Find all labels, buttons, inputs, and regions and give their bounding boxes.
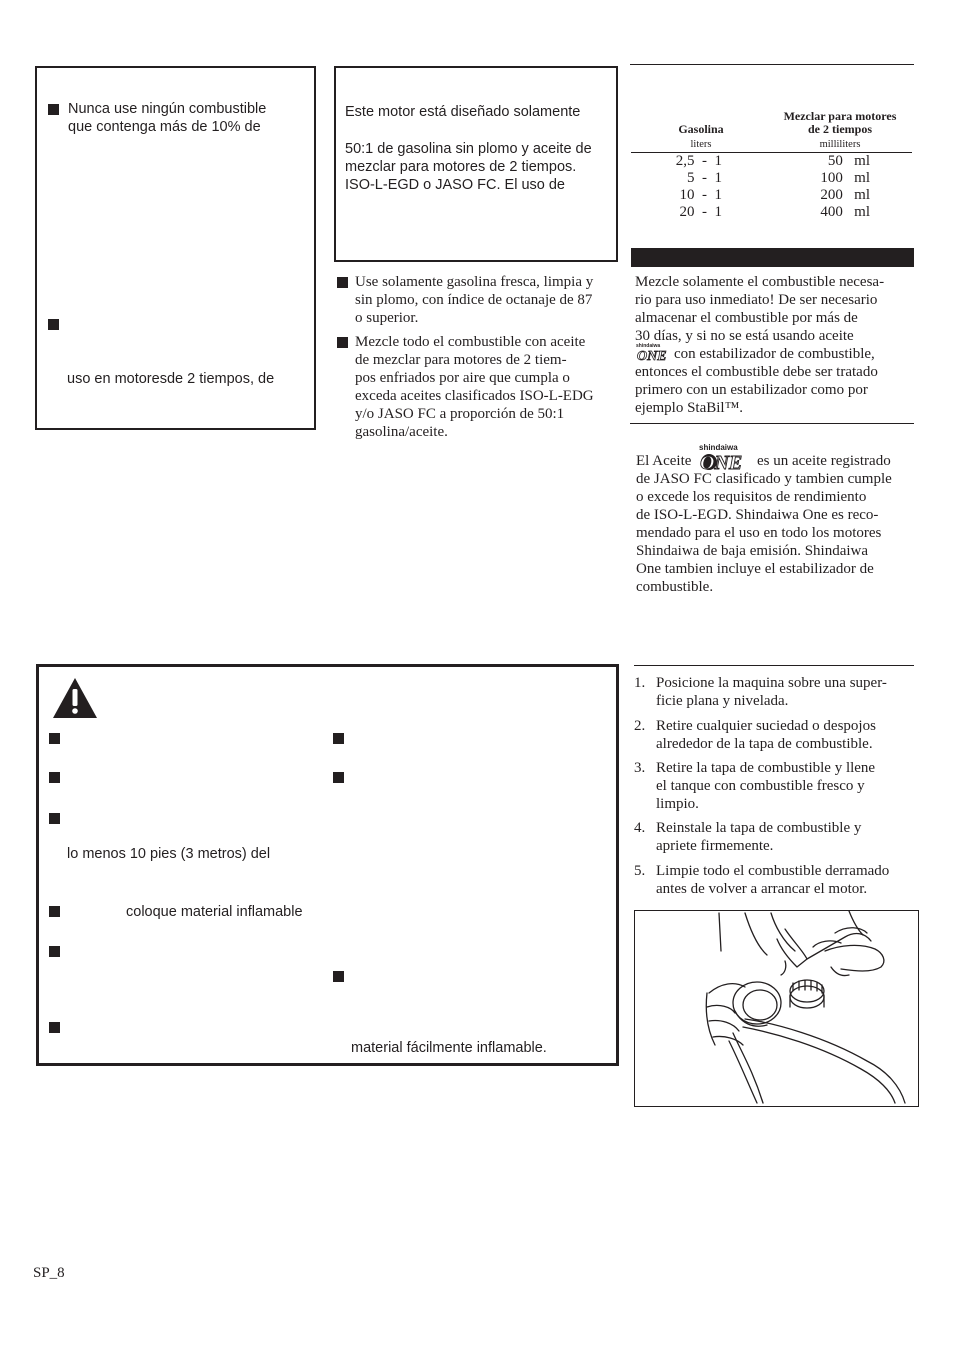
fuel-bullet-mix — [337, 333, 617, 443]
fresh-line-2: sin plomo, con índice de octanaje de 87 — [355, 292, 593, 308]
step-5 — [634, 862, 919, 898]
bullet-square-icon — [49, 946, 60, 957]
bullet-square-icon — [337, 277, 348, 288]
oil-line-6: Shindaiwa de baja emisión. Shindaiwa — [636, 543, 869, 559]
table-header-mix-1: Mezclar para motores — [783, 109, 897, 123]
step-3-number: 3. — [634, 760, 646, 776]
bullet-square-icon — [49, 1022, 60, 1033]
step-3-line-1: Retire la tapa de combustible y llene — [656, 760, 876, 776]
step-1 — [634, 674, 919, 710]
fuel-warning-text-2: uso en motoresde 2 tiempos, de — [67, 371, 275, 387]
step-5-text — [656, 862, 889, 898]
refuel-illustration — [634, 910, 919, 1107]
oil-line-4: de ISO-L-EGD. Shindaiwa One es reco- — [636, 507, 879, 523]
step-4-number: 4. — [634, 820, 646, 836]
table-row-2-mix: 100 ml — [820, 170, 870, 186]
svg-text:shindaiwa: shindaiwa — [699, 443, 738, 452]
step-3-line-3: limpio. — [656, 796, 699, 812]
step-3-line-2: el tanque con combustible fresco y — [656, 778, 865, 794]
fuel-warning-text-1a: Nunca use ningún combustible — [68, 101, 267, 117]
bullet-square-icon — [49, 733, 60, 744]
refueling-warning-box — [36, 664, 619, 1066]
bullet-square-icon — [48, 319, 59, 330]
bullet-square-icon — [49, 813, 60, 824]
step-2 — [634, 717, 919, 753]
step-5-line-2: antes de volver a arrancar el motor. — [656, 881, 868, 897]
oil-paragraph — [636, 443, 918, 596]
oil-line-3: o excede los requisitos de rendimiento — [636, 489, 867, 505]
bullet-square-icon — [49, 906, 60, 917]
oil-line-7: One tambien incluye el estabilizador de — [636, 561, 874, 577]
notice-line-1: Este motor está diseñado solamente — [345, 104, 581, 120]
bullet-square-icon — [48, 104, 59, 115]
warning-text-distance: lo menos 10 pies (3 metros) del — [67, 846, 271, 862]
step-1-number: 1. — [634, 675, 646, 691]
stabilizer-line-4: 30 días, y si no se está usando aceite — [635, 328, 854, 344]
step-4 — [634, 819, 919, 855]
table-row-3-mix: 200 ml — [820, 187, 870, 203]
step-4-text — [656, 819, 861, 855]
mix-line-6: gasolina/aceite. — [355, 424, 448, 440]
bullet-square-icon — [333, 772, 344, 783]
shindaiwa-one-logo — [635, 342, 673, 362]
fresh-line-1: Use solamente gasolina fresca, limpia y — [355, 274, 594, 290]
notice-line-4: ISO-L-EGD o JASO FC. El uso de — [345, 177, 565, 193]
step-4-line-1: Reinstale la tapa de combustible y — [656, 820, 862, 836]
table-row-1-mix: 50 ml — [827, 153, 870, 169]
step-5-line-1: Limpie todo el combustible derramado — [656, 863, 890, 879]
step-2-line-1: Retire cualquier suciedad o despojos — [656, 718, 876, 734]
steps-top-rule — [634, 665, 914, 666]
table-top-rule — [630, 64, 914, 65]
warning-text-flammable: coloque material inflamable — [126, 904, 303, 920]
oil-line-8: combustible. — [636, 579, 714, 595]
bullet-square-icon — [49, 772, 60, 783]
svg-text:ONE: ONE — [637, 349, 667, 362]
mix-line-5: y/o JASO FC a proporción de 50:1 — [355, 406, 565, 422]
table-header-gas: Gasolina — [678, 122, 724, 136]
svg-text:shindaiwa: shindaiwa — [636, 343, 661, 349]
stabilizer-line-2: rio para uso inmediato! De ser necesario — [635, 292, 878, 308]
warning-triangle-icon — [52, 677, 98, 719]
oil-line-2: de JASO FC clasificado y tambien cumple — [636, 471, 892, 487]
step-5-number: 5. — [634, 863, 646, 879]
stabilizer-bottom-rule — [630, 423, 914, 424]
stabilizer-heading-bar — [631, 248, 914, 267]
fuel-bullet-fresh — [337, 273, 617, 329]
bullet-square-icon — [337, 337, 348, 348]
table-row-1-gas: 2,5 - 1 — [675, 153, 722, 169]
bullet-square-icon — [333, 733, 344, 744]
table-row-4-mix: 400 ml — [820, 204, 870, 220]
mix-line-1: Mezcle todo el combustible con aceite — [355, 334, 586, 350]
step-2-text — [656, 717, 876, 753]
fuel-warning-bullet-1 — [48, 100, 308, 140]
svg-text:ONE: ONE — [700, 452, 743, 472]
warning-text-material: material fácilmente inflamable. — [351, 1040, 547, 1056]
step-1-text — [656, 674, 887, 710]
table-row-4-gas: 20 - 1 — [679, 204, 722, 220]
mix-line-4: exceda aceites clasificados ISO-L-EDG — [355, 388, 594, 404]
stabilizer-line-1: Mezcle solamente el combustible necesa- — [635, 274, 885, 290]
step-3 — [634, 759, 919, 813]
table-row-3-gas: 10 - 1 — [679, 187, 722, 203]
bullet-square-icon — [333, 971, 344, 982]
stabilizer-line-3: almacenar el combustible por más de — [635, 310, 858, 326]
notice-line-3: mezclar para motores de 2 tiempos. — [345, 159, 577, 175]
table-row-2-gas: 5 - 1 — [687, 170, 722, 186]
fuel-warning-text-1b: que contenga más de 10% de — [68, 119, 261, 135]
step-4-line-2: apriete firmemente. — [656, 838, 774, 854]
oil-prefix: El Aceite — [636, 453, 692, 469]
oil-line-5: mendado para el uso en todo los motores — [636, 525, 882, 541]
mix-line-3: pos enfriados por aire que cumpla o — [355, 370, 570, 386]
step-1-line-2: ficie plana y nivelada. — [656, 693, 789, 709]
fresh-line-3: o superior. — [355, 310, 419, 326]
step-3-text — [656, 759, 875, 813]
stabilizer-line-5: con estabilizador de combustible, — [674, 346, 875, 362]
stabilizer-line-7: primero con un estabilizador como por — [635, 382, 868, 398]
step-2-line-2: alrededor de la tapa de combustible. — [656, 736, 873, 752]
shindaiwa-one-logo — [697, 442, 755, 472]
notice-line-2: 50:1 de gasolina sin plomo y aceite de — [345, 141, 592, 157]
stabilizer-line-8: ejemplo StaBil™. — [635, 400, 744, 416]
oil-suffix: es un aceite registrado — [757, 453, 891, 469]
stabilizer-paragraph — [635, 273, 917, 417]
table-header-mix-2: de 2 tiempos — [808, 122, 872, 136]
stabilizer-line-6: entonces el combustible debe ser tratado — [635, 364, 878, 380]
mix-line-2: de mezclar para motores de 2 tiem- — [355, 352, 567, 368]
page-number: SP_8 — [33, 1265, 65, 1281]
step-2-number: 2. — [634, 718, 646, 734]
table-header-gas-unit: liters — [690, 139, 712, 150]
step-1-line-1: Posicione la maquina sobre una super- — [656, 675, 887, 691]
table-header-mix-unit: milliliters — [819, 139, 861, 150]
